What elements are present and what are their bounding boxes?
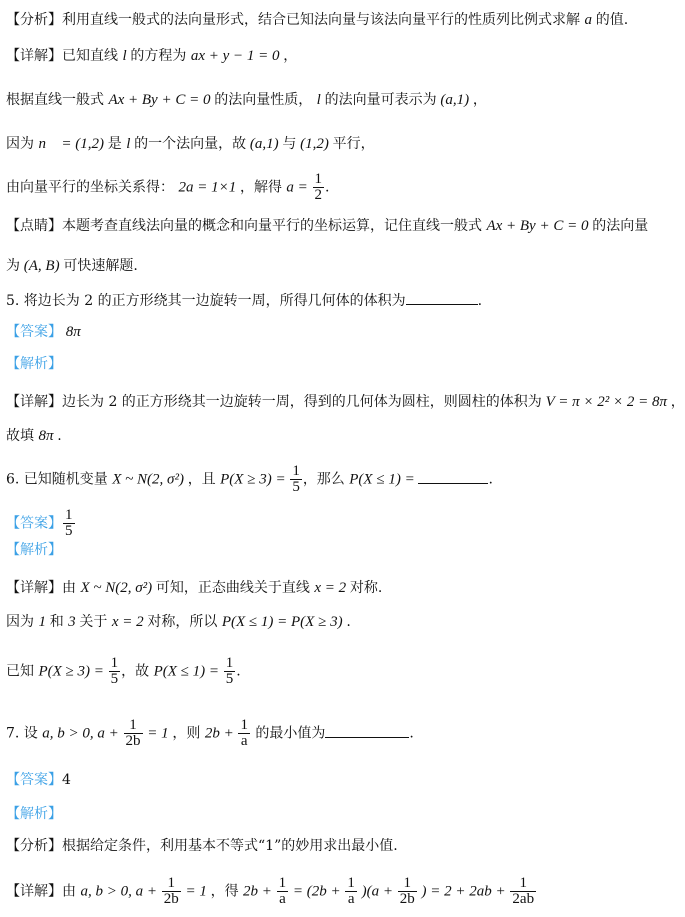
fraction-numerator: 1 [398, 876, 417, 892]
math-expression: P(X ≤ 1) = [153, 663, 223, 680]
math-expression: 2b + [204, 725, 238, 742]
text-segment: 【解析】 [6, 356, 62, 372]
text-line-l20 [6, 770, 71, 790]
text-line-l02 [6, 46, 297, 66]
fraction [345, 876, 357, 907]
text-segment: 由向量平行的坐标关系得： [6, 179, 179, 196]
text-segment: 7. 设 [6, 725, 43, 742]
text-segment: 对称. [349, 580, 383, 596]
text-segment: . [409, 725, 414, 742]
text-segment: ， [670, 394, 685, 410]
fraction-numerator: 1 [65, 507, 73, 523]
text-line-l14 [6, 508, 76, 539]
text-line-l19 [6, 718, 414, 749]
math-expression: X ~ N(2, σ²) [80, 580, 156, 596]
math-expression: l [316, 92, 325, 108]
math-expression: P(X ≤ 1) = [349, 471, 419, 488]
text-segment: 已知 [6, 663, 39, 680]
fraction-denominator: 5 [225, 671, 234, 687]
math-expression: P(X ≥ 3) = [38, 663, 108, 680]
math-expression: n⃗ = (1,2) [38, 136, 108, 152]
text-segment: 【分析】根据给定条件，利用基本不等式“1”的妙用求出最小值. [6, 838, 398, 854]
text-segment: 的法向量性质， [214, 92, 317, 108]
fraction-denominator: 5 [110, 671, 119, 687]
math-expression: (a,1) [436, 92, 473, 108]
text-line-l01 [6, 10, 628, 30]
text-segment: 可快速解题. [63, 258, 138, 274]
answer-blank [418, 469, 488, 484]
math-expression: 2b + [243, 883, 276, 900]
fraction-denominator: a [240, 733, 248, 749]
fraction-numerator: 1 [510, 876, 536, 892]
text-segment: 【详解】由 [6, 580, 81, 596]
fraction-numerator: 1 [162, 876, 181, 892]
text-segment: ， [472, 92, 487, 108]
text-segment: ，故 [121, 663, 154, 680]
text-segment: 的值. [595, 12, 629, 28]
text-segment: 【详解】边长为 2 的正方形绕其一边旋转一周，得到的几何体为圆柱，则圆柱的体积为 [6, 394, 542, 410]
text-segment: 的最小值为 [250, 725, 326, 742]
fraction-numerator: 1 [110, 655, 119, 671]
text-line-l17 [6, 612, 351, 632]
fraction [63, 508, 75, 539]
math-expression: l [126, 136, 135, 152]
math-expression: 8π [62, 324, 81, 340]
fraction-numerator: 1 [240, 717, 248, 733]
math-expression: 1 [38, 614, 50, 630]
text-line-l08 [6, 290, 482, 311]
fraction-denominator: a [279, 891, 286, 907]
math-expression: x = 2 [314, 580, 350, 596]
text-segment: 5. 将边长为 2 的正方形绕其一边旋转一周，所得几何体的体积为 [6, 293, 406, 309]
text-segment: 【解析】 [6, 542, 62, 558]
section-label: 【答案】 [6, 772, 62, 788]
text-segment: 关于 [79, 614, 112, 630]
math-expression: a = [286, 179, 312, 196]
fraction [109, 656, 121, 687]
math-expression: l [122, 48, 131, 64]
text-line-l09 [6, 322, 81, 342]
text-segment: 可知，正态曲线关于直线 [155, 580, 315, 596]
math-expression: ) = 2 + 2ab + [417, 883, 510, 900]
math-expression: = 1 [181, 883, 211, 900]
text-segment: 【解析】 [6, 806, 62, 822]
text-segment: 因为 [6, 614, 39, 630]
fraction-numerator: 1 [278, 875, 287, 891]
fraction [238, 718, 250, 749]
text-segment: ，且 [187, 471, 221, 488]
math-expression: a, b > 0, a + [80, 883, 161, 900]
text-segment: 平行， [332, 136, 375, 152]
text-segment: 的法向量可表示为 [324, 92, 437, 108]
text-segment: 【答案】 [6, 515, 62, 532]
answer-blank [406, 290, 478, 305]
text-line-l21 [6, 804, 62, 824]
text-segment: . [488, 471, 493, 488]
text-segment: 的一个法向量，故 [134, 136, 247, 152]
fraction-denominator: 2b [399, 891, 415, 907]
math-expression: 3 [68, 614, 80, 630]
text-line-l06 [6, 216, 648, 236]
text-segment: . [236, 663, 241, 680]
text-line-l05 [6, 172, 329, 203]
text-segment: 的法向量 [592, 218, 649, 234]
text-line-l16 [6, 578, 382, 598]
text-segment: 为 [6, 258, 20, 274]
text-line-l18 [6, 656, 241, 687]
text-segment: ，那么 [302, 471, 350, 488]
answer-text [6, 772, 71, 788]
math-expression: V = π × 2² × 2 = 8π [541, 394, 671, 410]
fraction-numerator: 1 [225, 655, 234, 671]
text-line-l10 [6, 354, 62, 374]
text-segment: 故填 [6, 428, 39, 444]
math-expression: (a,1) [246, 136, 283, 152]
text-segment: . [346, 614, 351, 630]
math-expression: ax + y − 1 = 0 [190, 48, 284, 64]
math-expression: Ax + By + C = 0 [486, 218, 593, 234]
text-segment: 【详解】由 [6, 883, 81, 900]
text-segment: 根据直线一般式 [6, 92, 109, 108]
fraction-denominator: 2ab [512, 891, 535, 907]
math-expression: 8π [38, 428, 58, 444]
text-segment: ，则 [172, 725, 205, 742]
answer-blank [325, 723, 409, 738]
fraction [313, 172, 325, 203]
answer-value: 4 [62, 772, 71, 788]
fraction [290, 464, 302, 495]
math-expression: a [584, 12, 596, 28]
text-segment: 【点睛】本题考查直线法向量的概念和向量平行的坐标运算，记住直线一般式 [6, 218, 487, 234]
text-segment: ，得 [210, 883, 244, 900]
text-segment: 与 [282, 136, 297, 152]
math-expression: = (2b + [289, 883, 345, 900]
text-line-l13 [6, 464, 493, 495]
math-expression: (A, B) [20, 258, 64, 274]
text-segment: ，解得 [239, 179, 287, 196]
fraction-denominator: 5 [65, 523, 73, 539]
text-segment: 对称，所以 [147, 614, 222, 630]
text-line-l11 [6, 392, 685, 412]
fraction [124, 718, 143, 749]
text-line-l22 [6, 836, 398, 856]
math-expression: a, b > 0, a + [42, 725, 123, 742]
text-line-l03 [6, 90, 487, 110]
text-segment: ， [283, 48, 298, 64]
text-segment: 6. 已知随机变量 [6, 471, 113, 488]
math-expression: X ~ N(2, σ²) [112, 471, 188, 488]
math-expression: = 1 [143, 725, 173, 742]
fraction [398, 876, 417, 907]
text-line-l07 [6, 256, 138, 276]
text-line-l23 [6, 876, 537, 907]
text-segment: 是 [107, 136, 127, 152]
math-expression: (1,2) [296, 136, 333, 152]
math-expression: x = 2 [111, 614, 148, 630]
text-line-l12 [6, 426, 62, 446]
text-line-l04 [6, 134, 375, 154]
fraction [224, 656, 236, 687]
text-segment: 【答案】 [6, 324, 62, 340]
math-expression: P(X ≤ 1) = P(X ≥ 3) [221, 614, 347, 630]
fraction [510, 876, 536, 907]
fraction-denominator: 2 [314, 187, 323, 203]
text-segment: . [477, 293, 483, 309]
fraction-numerator: 1 [292, 463, 300, 479]
fraction-denominator: 2b [163, 891, 179, 907]
text-line-l15 [6, 540, 62, 560]
math-expression: Ax + By + C = 0 [108, 92, 215, 108]
text-segment: 的方程为 [130, 48, 191, 64]
text-segment: 和 [49, 614, 69, 630]
math-expression: P(X ≥ 3) = [220, 471, 290, 488]
fraction-denominator: 5 [292, 479, 300, 495]
math-expression: 2a = 1×1 [178, 179, 240, 196]
fraction [162, 876, 181, 907]
fraction [277, 876, 289, 907]
text-segment: 因为 [6, 136, 39, 152]
fraction-numerator: 1 [314, 171, 323, 187]
fraction-numerator: 1 [124, 718, 143, 734]
fraction-denominator: a [347, 891, 355, 907]
text-segment: 【详解】已知直线 [6, 48, 123, 64]
text-segment: . [325, 179, 330, 196]
text-segment: 【分析】利用直线一般式的法向量形式，结合已知法向量与该法向量平行的性质列比例式求解 [6, 12, 585, 28]
math-expression: )(a + [357, 883, 397, 900]
fraction-numerator: 1 [347, 875, 355, 891]
fraction-denominator: 2b [125, 733, 141, 749]
text-segment: . [57, 428, 62, 444]
